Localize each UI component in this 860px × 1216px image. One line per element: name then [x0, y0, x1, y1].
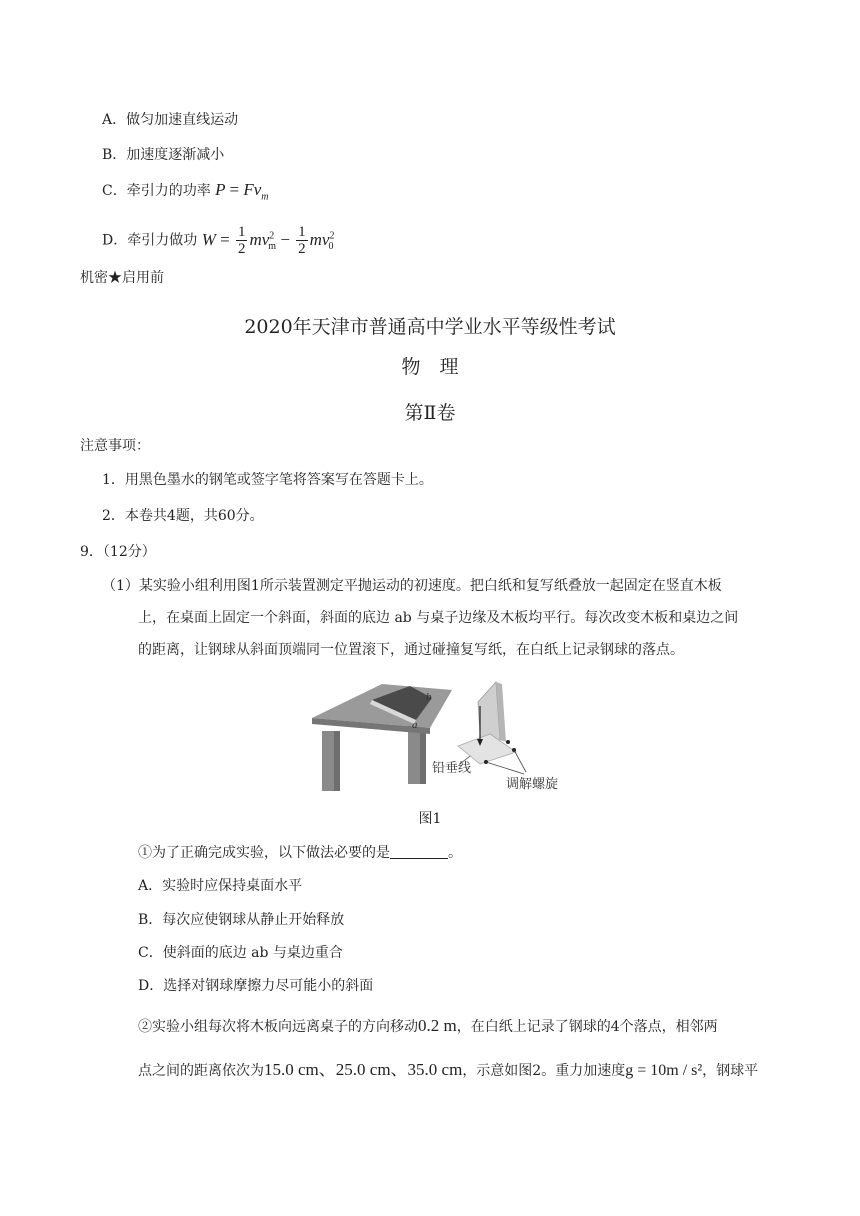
option-b: B．加速度逐渐减小: [102, 147, 225, 163]
sub2-text-3: 点之间的距离依次为: [138, 1063, 264, 1079]
notice-item-1: 1．用黑色墨水的钢笔或签字笔将答案写在答题卡上。: [102, 472, 433, 488]
sub2-text-4: ，示意如图2。重力加速度: [462, 1063, 626, 1079]
sub2-line-1: [138, 1016, 718, 1037]
sub1-option-b: B．每次应使钢球从静止开始释放: [138, 912, 345, 928]
sub2-line-2: [138, 1060, 758, 1081]
subject-title: 物 理: [401, 356, 459, 378]
question-number: 9．（12分）: [80, 544, 156, 560]
table-leg-right: [408, 726, 422, 784]
exam-title: 2020年天津市普通高中学业水平等级性考试: [244, 316, 616, 338]
sub2-distances: 15.0 cm、25.0 cm、35.0 cm: [264, 1060, 463, 1079]
sub1-option-d: D．选择对钢球摩擦力尽可能小的斜面: [138, 978, 374, 994]
figure-1-caption: 图1: [418, 811, 442, 827]
sub1-option-a: A．实验时应保持桌面水平: [138, 878, 303, 894]
screw-3: [506, 740, 510, 744]
notice-item-2: 2．本卷共4题，共60分。: [102, 508, 264, 524]
sub2-text-5: ，钢球平: [702, 1063, 759, 1079]
part1-line-2: 上，在桌面上固定一个斜面，斜面的底边 ab 与桌子边缘及木板均平行。每次改变木板和桌边之间: [138, 610, 739, 626]
sub1-prompt-end: 。: [448, 845, 462, 861]
sub2-text-2: ，在白纸上记录了钢球的4个落点，相邻两: [456, 1019, 718, 1035]
secret-tag: 机密★启用前: [80, 270, 164, 286]
plumb-label: 铅垂线: [432, 761, 472, 776]
option-d-label: D．牵引力做功: [102, 232, 198, 249]
part1-line-3: 的距离，让钢球从斜面顶端同一位置滚下，通过碰撞复写纸，在白纸上记录钢球的落点。: [138, 642, 684, 658]
notice-heading: 注意事项：: [80, 438, 150, 454]
table-leg-left: [322, 731, 336, 791]
label-b: b: [426, 691, 432, 703]
screw-label: 调解螺旋: [506, 777, 559, 792]
sub1-option-c: C．使斜面的底边 ab 与桌边重合: [138, 945, 343, 961]
volume-title: 第Ⅱ卷: [404, 402, 456, 424]
option-a: A．做匀加速直线运动: [102, 112, 239, 128]
label-a: a: [412, 719, 418, 731]
option-d: [102, 222, 333, 261]
part1-line-1: （1）某实验小组利用图1所示装置测定平抛运动的初速度。把白纸和复写纸叠放一起固定在竖直木板: [102, 578, 722, 594]
option-c: [102, 180, 269, 207]
sub1-prompt-text: ①为了正确完成实验，以下做法必要的是: [138, 845, 390, 861]
gravity-formula: g = 10m / s²: [625, 1062, 703, 1079]
sub1-prompt: [138, 843, 462, 863]
power-formula: $P = Fv_m$: [215, 180, 269, 203]
work-formula: W = $\frac{1}{2}$ $mv^2_m$ − $\frac{1}{2}$ $mv^2_0$: [201, 224, 335, 258]
option-c-label: C．牵引力的功率: [102, 183, 211, 199]
sub2-distance: 0.2 m: [418, 1016, 457, 1035]
board-base: [458, 734, 516, 764]
figure-1-apparatus: [310, 676, 570, 798]
sub2-text-1: ②实验小组每次将木板向远离桌子的方向移动: [138, 1019, 418, 1035]
answer-blank[interactable]: [390, 844, 448, 859]
